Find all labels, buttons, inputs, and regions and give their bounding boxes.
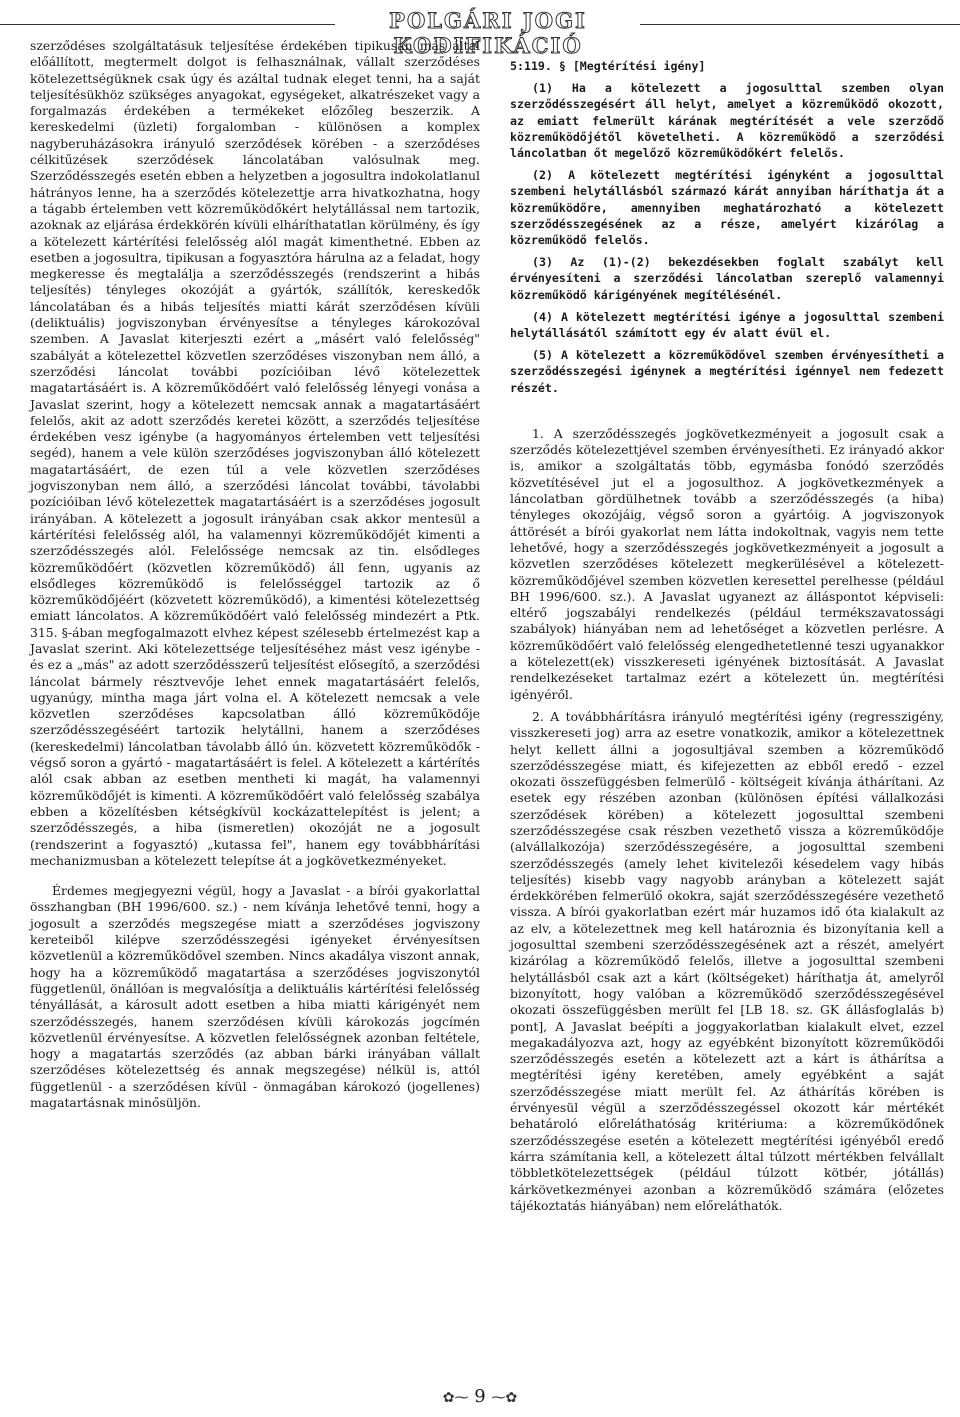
statute-paragraph-4: (4) A kötelezett megtérítési igénye a jogosulttal szembeni helytállásától számított egy év alatt évül el. — [510, 309, 944, 341]
page-number: 9 — [474, 1386, 486, 1407]
running-header — [0, 8, 960, 58]
header-rule-left — [0, 24, 335, 25]
statute-paragraph-3: (3) Az (1)-(2) bekezdésekben foglalt szabályt kell érvényesíteni a szerződési láncolatban szereplő valamennyi közreműködő kárigényének megítélésénél. — [510, 255, 944, 302]
statute-paragraph-2: (2) A kötelezett megtérítési igényként a jogosulttal szembeni helytállásból származó kárát annyiban háríthatja át a közreműködőre, amennyiben meghatározható a kötelezett szerződésszegésének az a része, amelyért kizárólag a közreműködő felelős. — [510, 168, 944, 248]
page-footer — [0, 1386, 960, 1407]
commentary-note-2: 2. A továbbhárításra irányuló megtérítési igény (regresszigény, visszkereseti jog) arra az esetre vonatkozik, amikor a kötelezettnek helyt kellett állni a jogosultjával szemben a közreműködő szerződésszegése miatt, és kifejezetten az ebből eredő - ezzel okozati összefüggésben felmerülő - költségeit kívánja áthárítani. Az esetek egy részében azonban (különösen építési vállalkozási szerződések körében) a kötelezett jogosulttal szembeni szerződésszegése csak részben vezethető vissza a közreműködője (alvállalkozója) szerződésszegésére, a jogosulttal szembeni szerződésszegés (amely lehet kivitelezői késedelem vagy hibás teljesítés) kisebb vagy nagyobb arányban a kötelezett saját érdekkörében felmerülő okokra, saját szerződésszegésére vezethető vissza. A bírói gyakorlatban ezért már huzamos idő óta kialakult az az elv, a kötelezettnek meg kell határoznia és bizonyítania kell a jogosulttal szembeni szerződésszegésének azt a részét, amelyért kizárólag a közreműködő felelős, illetve a jogosulttal szembeni helytállásból csak azt a kárt (költségeket) háríthatja át, amelyről bizonyított, hogy valóban a közreműködő szerződésszegésével okozati összefüggésben merült fel [LB 18. sz. GK állásfoglalás b) pont], A Javaslat beépíti a joggyakorlatban kialakult elvet, ezzel megakadályozva azt, hogy az egyébként bizonyított közreműködői szerződésszegés esetén a kötelezett azt a kárt is áthárítsa a megtérítési igény keretében, amely egyébként a saját szerződésszegése miatt merült fel. Az áthárítás körében is érvényesül végül a szerződésszegéssel okozott kár mértékét behatároló előreláthatóság kritériuma: a közreműködőnek szerződésszegése esetén a kötelezett megtérítési igényéből eredő kárra számítania kell, a kötelezett által túlzott mértékben felvállalt többletkötelezettségek (például túlzott kötbér, jótállás) kárkövetkezményei azonban a közreműködő számára (előzetes tájékoztatás hiányában) nem előreláthatók. — [510, 708, 944, 1213]
left-column — [30, 38, 480, 1111]
statute-paragraph-1: (1) Ha a kötelezett a jogosulttal szemben olyan szerződésszegésért áll helyt, amelyet a közreműködő okozott, az emiatt felmerült kárának megtérítését a vele szerződő közreműködőjétől követelheti. A közreműködő a szerződési láncolatban őt megelőző közreműködőkért felelős. — [510, 81, 944, 161]
statute-heading: 5:119. § [Megtérítési igény] — [510, 59, 706, 73]
journal-title: POLGÁRI JOGI KODIFIKÁCIÓ — [389, 8, 587, 58]
left-paragraph-1: szerződéses szolgáltatásuk teljesítése érdekében tipikusan más által előállított, megtermelt dolgot is felhasználnak, vállalt szerződéses kötelezettségüknek csak úgy és azáltal tudnak eleget tenni, ha a saját teljesítésükhöz szükséges anyagokat, egységeket, alkatrészeket vagy a forgalmazás érdekében a termékeket előzőleg beszerzik. A kereskedelmi (üzleti) forgalomban - különösen a komplex nagyberuházásokra irányuló szerződések körében - a szerződéses célkitűzések szerződések láncolatában valósulnak meg. Szerződésszegés esetén ebben a helyzetben a jogosultra indokolatlanul hátrányos lenne, ha a szerződés kötelezettje arra hivatkozhatna, hogy a tágabb értelemben vett közreműködőkért helytállással nem tartozik, azoknak az eljárása érdekkörén kívüli elháríthatatlan körülmény, és így a kötelezett kártérítési felelősség alól magát kimenthetné. Ebben az esetben a jogosultra, tipikusan a fogyasztóra hárulna az a feladat, hogy megkeresse és megtalálja a szerződésszegés (rendszerint a hibás teljesítés) tényleges okozóját a gyártók, szállítók, kereskedők láncolatában és a hibás teljesítés miatti kárát szerződésen kívüli (deliktuális) jogviszonyban érvényesítse a tényleges károkozóval szemben. A Javaslat kiterjeszti ezért a „másért való felelősség" szabályát a kötelezettel közvetlen szerződéses viszonyban nem álló, a szerződési láncolat további pozícióiban lévő kötelezettek magatartásáért is. A közreműködőért való felelősség lényegi vonása a Javaslat szerint, hogy a kötelezett nemcsak annak a magatartásáért felelős, akit az adott szerződés keretei között, a szerződés teljesítése érdekében vesz igénybe (a hagyományos értelemben vett teljesítési segéd), hanem a vele külön szerződéses jogviszonyban álló kötelezett magatartásáért, de ezen túl a vele közvetlen szerződéses jogviszonyban nem álló, a szerződési láncolat további, távolabbi pozícióiban lévő kötelezettek magatartásáért is a szerződéses jogosult irányában. A kötelezett a jogosult irányában csak akkor mentesül a kártérítési felelősség alól, ha valamennyi közreműködőjét kimenti a szerződésszegés alól. Felelőssége nemcsak az tin. elsődleges közreműködőért (közvetlen közreműködő) áll fenn, ugyanis az elsődleges közreműködő is felelősséggel tartozik az ő közreműködőjéért (közvetett közreműködő), a kimentési kötelezettség emiatt láncolatos. A közreműködőért való felelősség mindezért a Ptk. 315. §-ában megfogalmazott elvhez képest szélesebb értelmezést kap a Javaslat szerint. Aki kötelezettsége teljesítéséhez mást vesz igénybe - és ez a „más" az adott szerződésszerű teljesítést elősegítő, a szerződési láncolat bármely résztvevője lehet ennek magatartásáért felelős, ugyanúgy, mintha maga járt volna el. A kötelezett nemcsak a vele közvetlen szerződéses kapcsolatban álló közreműködője szerződésszegéséért tartozik helytállni, hanem a szerződéses (kereskedelmi) láncolatban távolabb álló ún. közvetett közreműködők - végső soron a gyártó - magatartásáért is felel. A kötelezett a kártérítés alól csak abban az esetben mentheti ki magát, ha valamennyi közreműködőjét is kimenti. A közreműködőért való felelősség szabálya ebben a közelítésben kétségkívül kockázattelepítést is jelent; a szerződésszegés, a hiba (ismeretlen) okozóját ne a jogosult (rendszerint a fogyasztó) „kutassa fel", hanem egy továbbhárítási mechanizmusban a kötelezett telepítse át a jogkövetkezményeket. — [30, 38, 480, 868]
commentary-note-1: 1. A szerződésszegés jogkövetkezményeit a jogosult csak a szerződés kötelezettjével szemben érvényesítheti. Ez irányadó akkor is, amikor a szolgáltatás több, egymásba fonódó szerződés közvetítésével jut el a jogosulthoz. A jogkövetkezmények a láncolatban gördülhetnek tovább a szerződésszegés (a hiba) tényleges okozójáig, végső soron a gyártóig. A jogviszonyok áttörését a bírói gyakorlat nem látta indokoltnak, vagyis nem tette lehetővé, hogy a szerződésszegés jogkövetkezményeit a jogosult a közvetlen szerződéses kötelezett megkerülésével a kötelezett-közreműködőjével szemben közvetlen keresettel perelhesse (például BH 1996/600. sz.). A Javaslat ugyanezt az álláspontot képviseli: eltérő jogszabályi rendelkezés (például termékszavatossági szabályok) hiányában nem ad lehetőséget a közvetlen perlésre. A közreműködőért való felelősség elengedhetetlenné teszi ugyanakkor a kötelezett(ek) visszkereseti igényének biztosítását. A Javaslat rendelkezéseket tartalmaz ezért a kötelezett ún. megtérítési igényéről. — [510, 425, 944, 702]
statute-paragraph-5: (5) A kötelezett a közreműködővel szemben érvényesítheti a szerződésszegési igénynek a megtérítési igénnyel nem fedezett részét. — [510, 348, 944, 395]
commentary-notes — [510, 426, 944, 1214]
header-rule-right — [640, 24, 960, 25]
footer-ornament-right-icon: ⁓✿ — [491, 1390, 518, 1406]
right-column — [510, 58, 944, 1220]
statute-block — [510, 58, 944, 396]
footer-ornament-left-icon: ✿⁓ — [442, 1390, 469, 1406]
left-paragraph-2: Érdemes megjegyezni végül, hogy a Javaslat - a bírói gyakorlattal összhangban (BH 1996/600. sz.) - nem kívánja lehetővé tenni, hogy a jogosult a szerződés megszegése miatt a szerződéses jogviszony kereteiből kilépve szerződésszegési igényeket érvényesítsen közvetlenül a közreműködővel szemben. Nincs akadálya viszont annak, hogy ha a közreműködő magatartása a szerződéses jogviszonytól függetlenül, önállóan is megvalósítja a deliktuális kártérítési felelősség tényállását, a károsult adott esetben a hiba miatti kárigényét nem szerződésszegés, hanem szerződésen kívüli károkozás jogcímén közvetlenül érvényesítse. A közvetlen felelősségnek azonban feltétele, hogy a magatartás szerződés (az abban bárki irányában vállalt szerződéses kötelezettség és annak megszegése) nélkül is, attól függetlenül - a szerződésen kívül - önmagában károkozó (jogellenes) magatartásnak minősüljön. — [30, 883, 480, 1110]
